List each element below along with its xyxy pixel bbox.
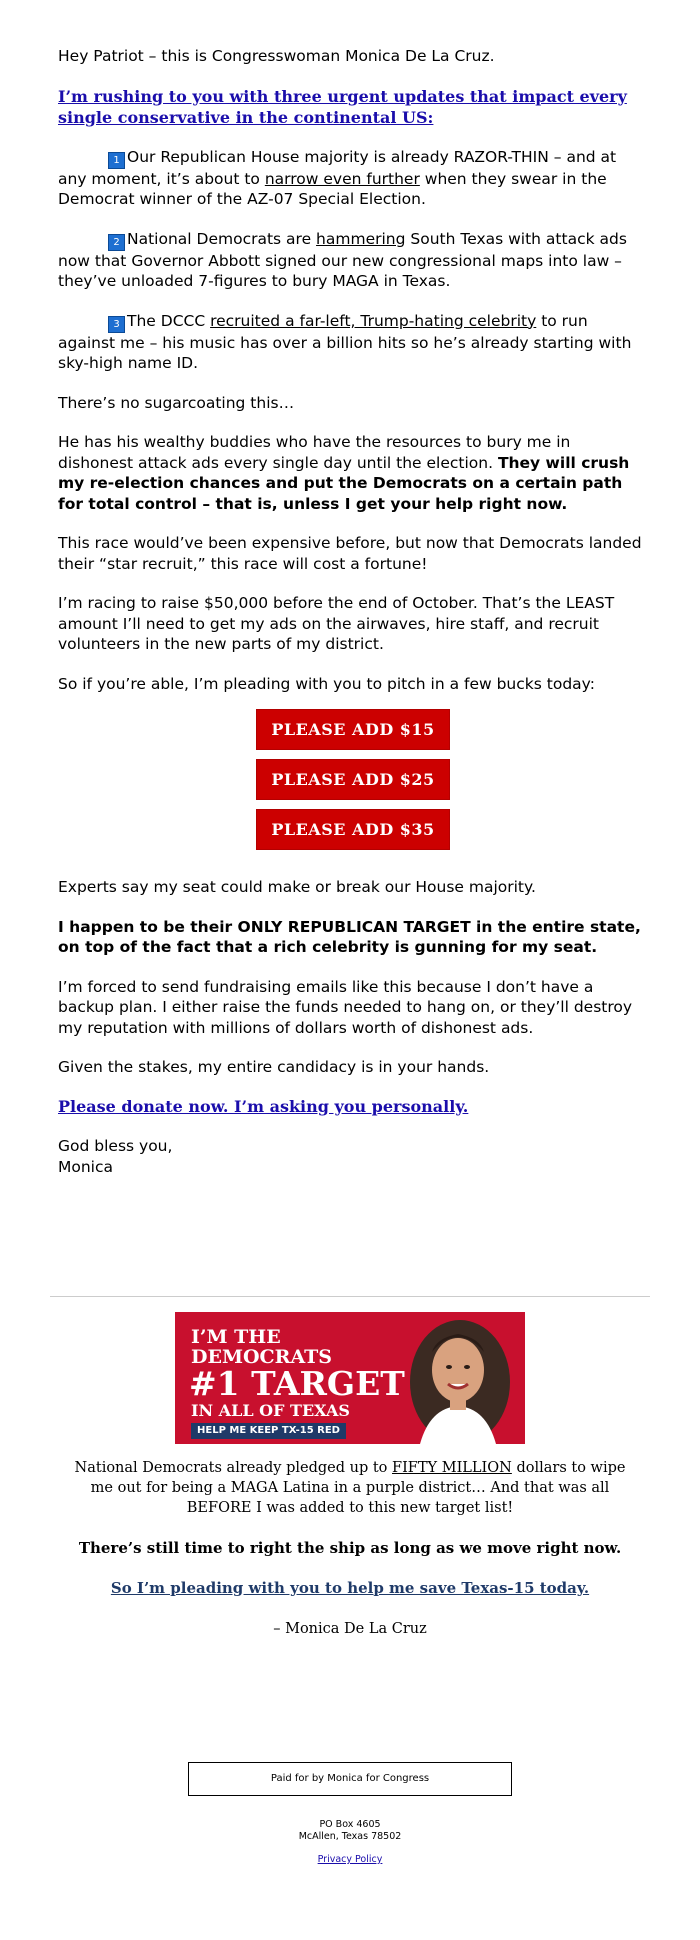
keycap-2-icon: 2 — [108, 234, 125, 251]
target-bold: I happen to be their ONLY REPUBLICAN TARGET in the entire state, on top of the fact that a rich celebrity is gunning for my seat. — [58, 917, 641, 956]
banner-line-3: #1 TARGET — [189, 1364, 405, 1403]
privacy-policy-link[interactable]: Privacy Policy — [317, 1854, 383, 1865]
signoff: God bless you, — [58, 1137, 173, 1155]
footer-signature: – Monica De La Cruz — [273, 1621, 427, 1637]
footer-text: National Democrats already pledged up to — [74, 1460, 393, 1476]
racing-paragraph: I’m racing to raise $50,000 before the end of October. That’s the LEAST amount I’ll need to get my ads on the airwaves, hire staff, and recruit volunteers in the new parts of my district. — [58, 594, 615, 653]
mailing-address — [200, 1819, 500, 1843]
update-2 — [58, 229, 648, 292]
keycap-3-icon: 3 — [108, 316, 125, 333]
expensive-paragraph: This race would’ve been expensive before, but now that Democrats landed their “star recruit,” this race will cost a fortune! — [58, 534, 642, 573]
candidate-photo — [380, 1312, 525, 1444]
update-3-text-end: to run against me – his music has over a billion hits so he’s already starting with sky-high name ID. — [58, 311, 632, 372]
paid-for-box: Paid for by Monica for Congress — [188, 1762, 512, 1796]
banner-tag: HELP ME KEEP TX-15 RED — [191, 1423, 346, 1439]
target-banner[interactable] — [175, 1312, 525, 1444]
footer-text-end: dollars to wipe me out for being a MAGA Latina in a purple district… And that was all BEFORE I was added to this new target list! — [90, 1460, 626, 1516]
update-1-text: Our Republican House majority is already RAZOR-THIN – and at any moment, it’s about to — [58, 147, 617, 188]
footer-paragraph — [70, 1458, 630, 1518]
footer-message — [70, 1458, 630, 1659]
footer-underline: FIFTY MILLION — [392, 1460, 512, 1476]
donate-link[interactable]: Please donate now. I’m asking you personally. — [58, 1096, 469, 1116]
pleading-paragraph: So if you’re able, I’m pleading with you to pitch in a few bucks today: — [58, 674, 595, 693]
buddies-text: He has his wealthy buddies who have the resources to bury me in dishonest attack ads every single day until the election. — [58, 433, 571, 472]
buddies-paragraph — [58, 432, 648, 514]
divider — [50, 1296, 650, 1297]
buddies-bold: They will crush my re-election chances and put the Democrats on a certain path for total control – that is, unless I get your help right now. — [58, 453, 630, 513]
footer-bold: There’s still time to right the ship as long as we move right now. — [78, 1539, 622, 1557]
stakes-paragraph: Given the stakes, my entire candidacy is in your hands. — [58, 1058, 490, 1076]
email-body — [58, 46, 648, 1196]
headline-link[interactable]: I’m rushing to you with three urgent updates that impact every single conservative in the continental US: — [58, 86, 627, 127]
update-1-text-end: when they swear in the Democrat winner of the AZ-07 Special Election. — [58, 169, 607, 208]
banner-line-2: DEMOCRATS — [191, 1346, 333, 1368]
save-texas-link[interactable]: So I’m pleading with you to help me save Texas-15 today. — [110, 1579, 590, 1597]
donate-buttons — [58, 709, 648, 859]
update-3 — [58, 311, 648, 374]
address-line-1: PO Box 4605 — [319, 1819, 381, 1830]
address-line-2: McAllen, Texas 78502 — [298, 1831, 402, 1842]
signoff-block — [58, 1136, 648, 1177]
no-sugarcoating: There’s no sugarcoating this… — [58, 393, 295, 412]
update-3-underline: recruited a far-left, Trump-hating celebrity — [210, 311, 537, 330]
forced-paragraph: I’m forced to send fundraising emails like this because I don’t have a backup plan. I either raise the funds needed to hang on, or they’ll destroy my reputation with millions of dollars worth of dishonest ads. — [58, 977, 633, 1037]
update-1-underline: narrow even further — [264, 169, 420, 188]
footer-cta — [70, 1578, 630, 1599]
donate-25-button[interactable]: PLEASE ADD $25 — [256, 759, 450, 800]
update-2-underline: hammering — [316, 229, 406, 248]
donate-cta — [58, 1097, 648, 1118]
update-2-text-end: South Texas with attack ads now that Governor Abbott signed our new congressional maps into law – they’ve unloaded 7-figures to bury MAGA in Texas. — [58, 229, 627, 290]
greeting: Hey Patriot – this is Congresswoman Monica De La Cruz. — [58, 47, 495, 65]
donate-15-button[interactable]: PLEASE ADD $15 — [256, 709, 450, 750]
banner-line-1: I’M THE — [191, 1326, 281, 1348]
update-2-text: National Democrats are — [127, 229, 317, 248]
signature: Monica — [58, 1157, 114, 1176]
update-1 — [58, 147, 648, 210]
update-3-text: The DCCC — [127, 311, 211, 330]
experts-paragraph: Experts say my seat could make or break our House majority. — [58, 878, 536, 896]
target-paragraph — [58, 917, 648, 958]
keycap-1-icon: 1 — [108, 152, 125, 169]
banner-line-4: IN ALL OF TEXAS — [191, 1401, 350, 1420]
headline — [58, 86, 648, 128]
privacy-block — [200, 1854, 500, 1865]
donate-35-button[interactable]: PLEASE ADD $35 — [256, 809, 450, 850]
